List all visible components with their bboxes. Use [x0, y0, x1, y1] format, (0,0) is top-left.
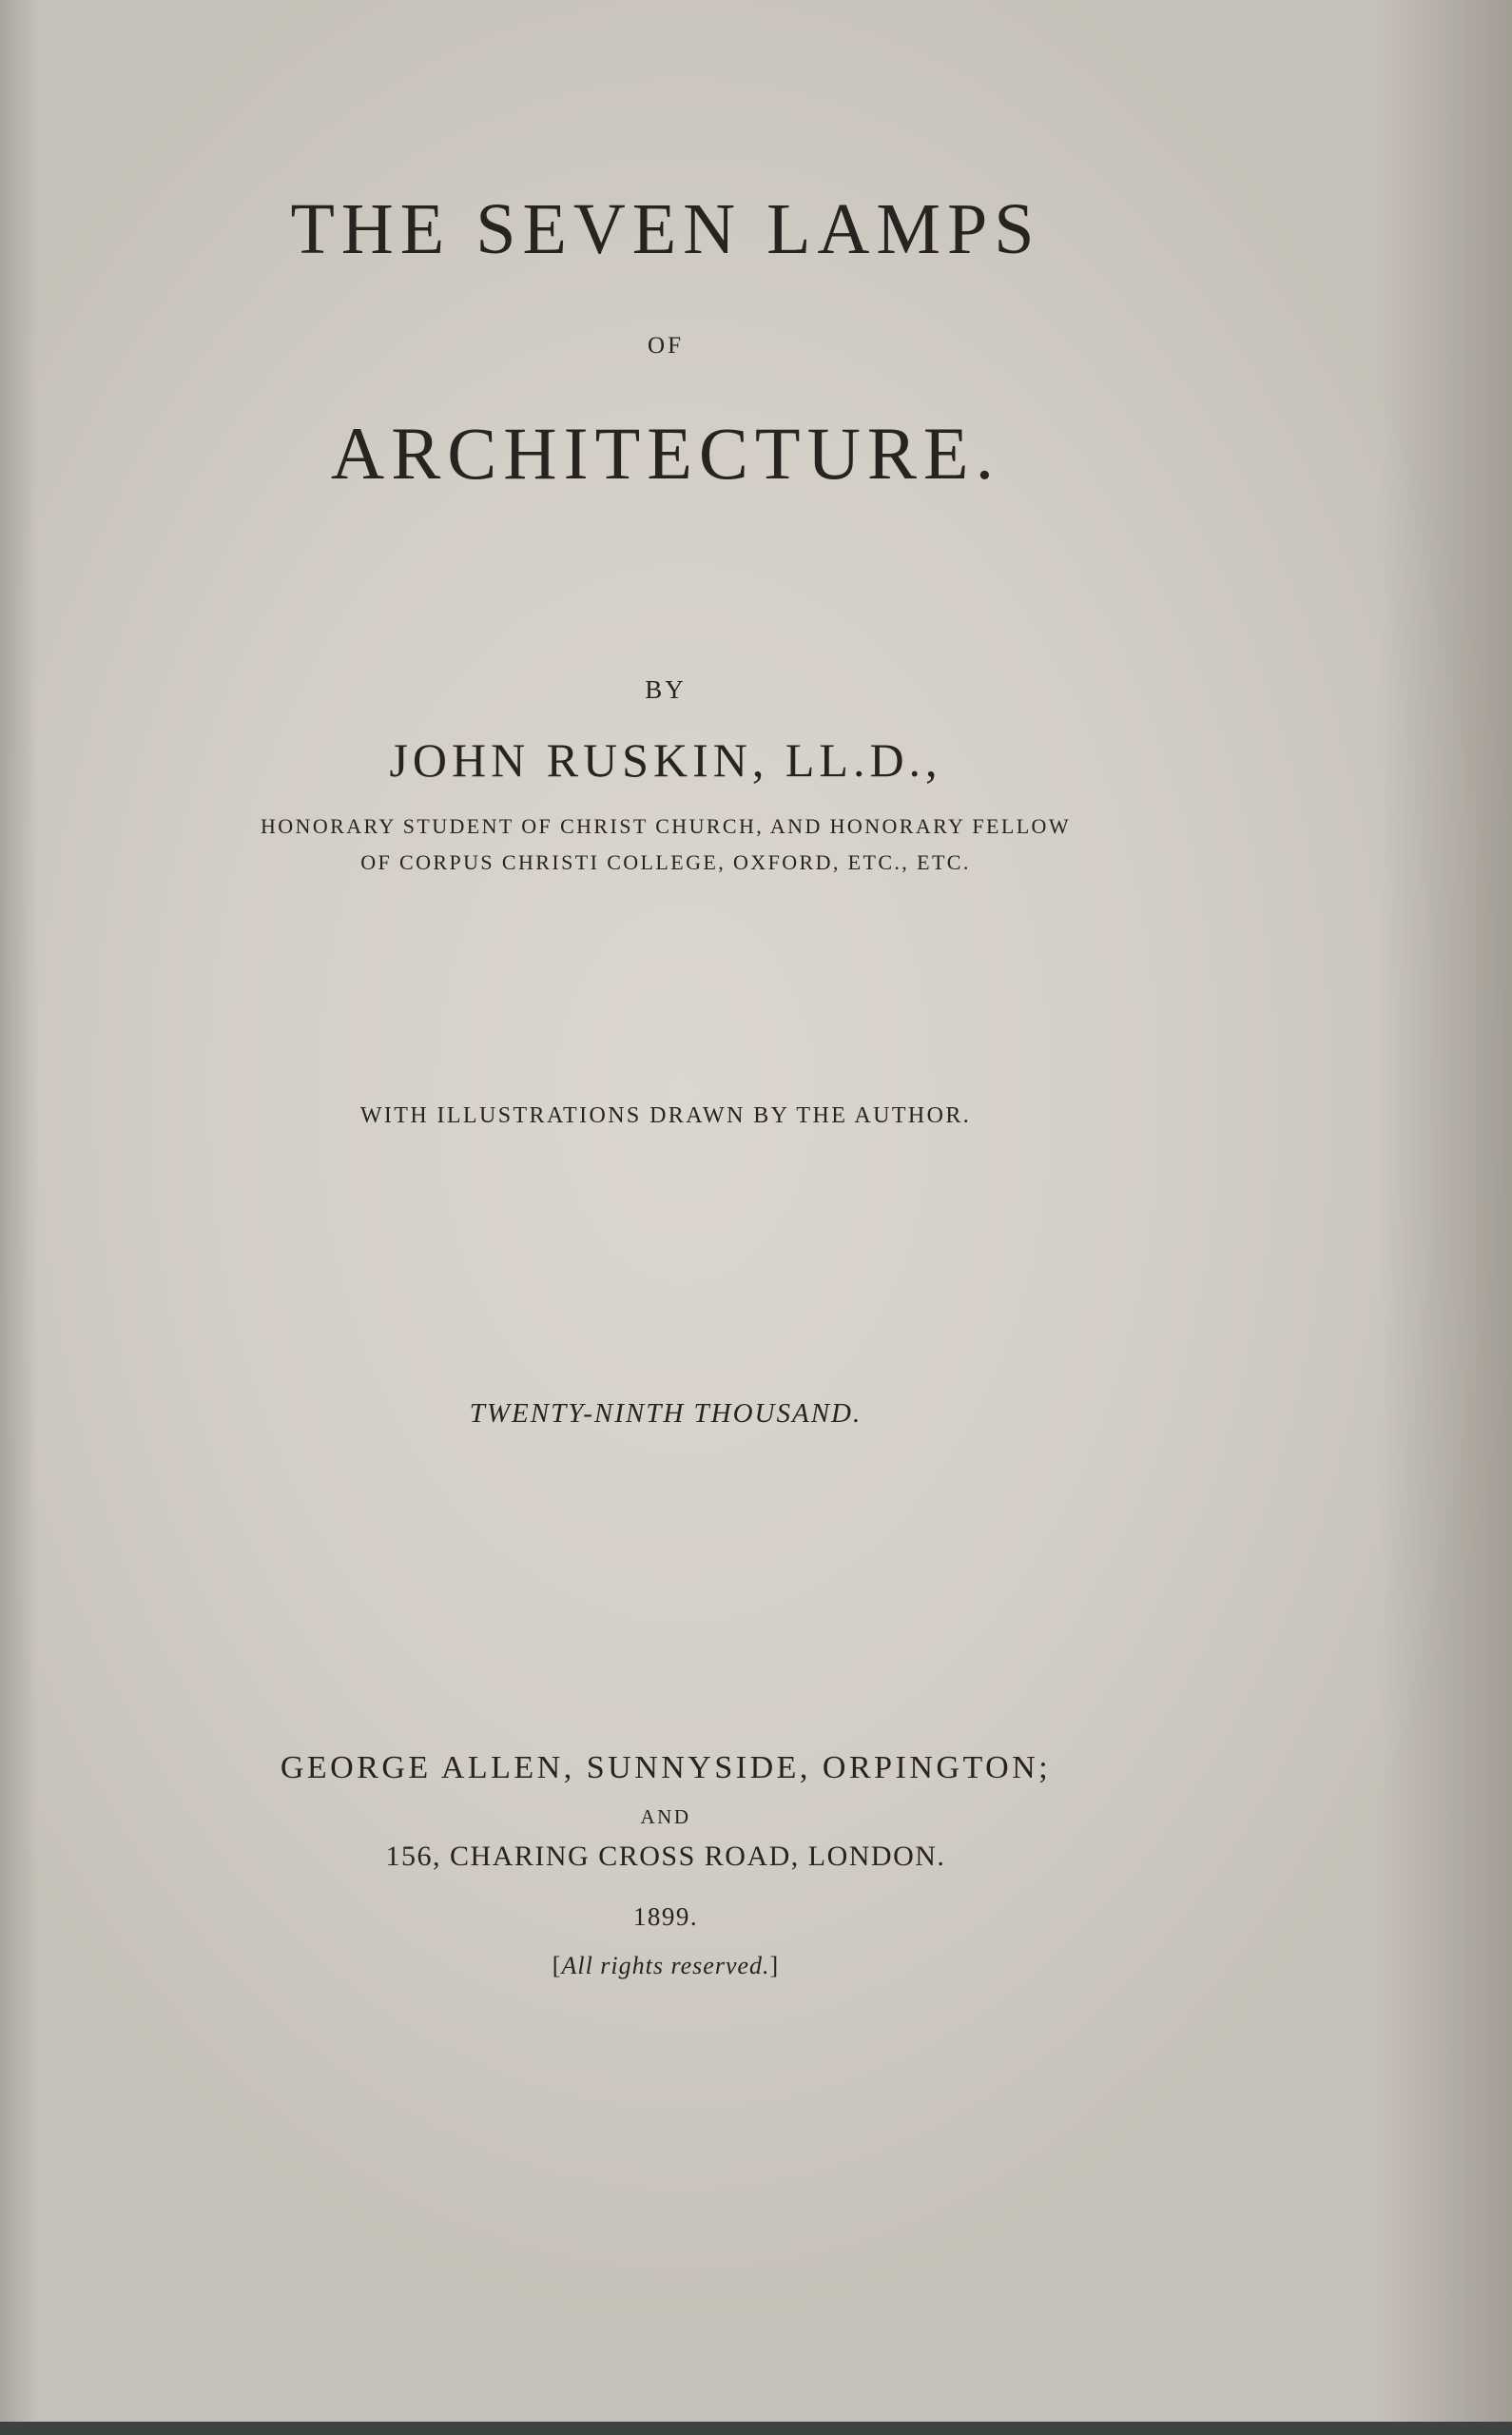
rights-text: All rights reserved. [561, 1952, 770, 1979]
book-subtitle: ARCHITECTURE. [330, 412, 1001, 495]
publication-year: 1899. [632, 1902, 699, 1931]
by-line: BY [645, 675, 687, 704]
page-bottom-edge [0, 2422, 1512, 2435]
author-credentials [0, 808, 1331, 881]
illustrations-note: WITH ILLUSTRATIONS DRAWN BY THE AUTHOR. [359, 1103, 972, 1128]
credentials-line-1: HONORARY STUDENT OF CHRIST CHURCH, AND HONORARY FELLOW [260, 814, 1071, 838]
book-title: THE SEVEN LAMPS [290, 189, 1041, 269]
author-name: JOHN RUSKIN, LL.D., [389, 733, 942, 787]
rights-open-bracket: [ [552, 1952, 562, 1979]
rights-close-bracket: ] [769, 1952, 780, 1979]
publisher-address: 156, CHARING CROSS ROAD, LONDON. [385, 1841, 946, 1872]
title-connector: OF [648, 333, 684, 359]
publisher-and: AND [640, 1805, 691, 1828]
edition-note: TWENTY-NINTH THOUSAND. [469, 1398, 863, 1429]
rights-notice [0, 1952, 1331, 1980]
publisher-name: GEORGE ALLEN, SUNNYSIDE, ORPINGTON; [280, 1750, 1052, 1785]
credentials-line-2: OF CORPUS CHRISTI COLLEGE, OXFORD, ETC., ETC. [360, 850, 971, 874]
page-edge-shadow [1379, 0, 1512, 2435]
